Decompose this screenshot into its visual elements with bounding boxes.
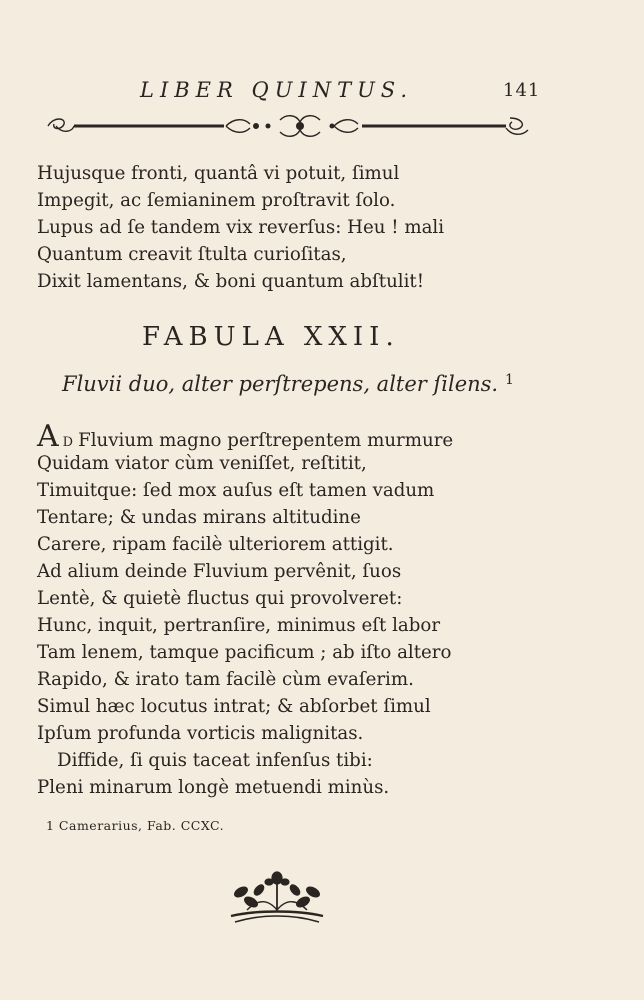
verse-line: Hunc, inquit, pertranſire, minimus eſt labor [37, 615, 441, 636]
verse-line: Quantum creavit ſtulta curioſitas, [37, 244, 347, 265]
verse-line: Ad alium deinde Fluvium pervênit, ſuos [37, 561, 402, 582]
scroll-rule-ornament-icon [44, 114, 532, 138]
verse-line-rest: Fluvium magno perſtrepentem murmure [78, 430, 454, 451]
small-cap: D [62, 435, 75, 450]
footnote-marker: 1 [505, 372, 514, 388]
page-number: 141 [503, 80, 541, 101]
verse-line: Quidam viator cùm veniſſet, reſtitit, [37, 453, 367, 474]
fable-title: FABULA XXII. [142, 322, 400, 352]
first-verse-line [37, 419, 454, 454]
verse-line: Carere, ripam facilè ulteriorem attigit. [37, 534, 394, 555]
verse-line: Rapido, & irato tam facilè cùm evaſerim. [37, 669, 414, 690]
footnote: 1 Camerarius, Fab. CCXC. [46, 818, 225, 833]
verse-line: Lupus ad ſe tandem vix reverſus: Heu ! mali [37, 217, 445, 238]
verse-line: Timuitque: ſed mox auſus eſt tamen vadum [37, 480, 435, 501]
moral-line: Pleni minarum longè metuendi minùs. [37, 777, 390, 798]
moral-line: Diffide, ſi quis taceat infenſus tibi: [57, 750, 373, 771]
drop-cap: A [37, 419, 59, 454]
running-title: LIBER QUINTUS. [140, 78, 414, 102]
fable-verses [37, 419, 454, 801]
verse-line: Tentare; & undas mirans altitudine [37, 507, 361, 528]
verse-line: Impegit, ac ſemianinem proſtravit ſolo. [37, 190, 396, 211]
verse-line: Simul hæc locutus intrat; & abſorbet ſimul [37, 696, 431, 717]
verse-line: Tam lenem, tamque pacificum ; ab iſto altero [37, 642, 452, 663]
fable-subtitle: Fluvii duo, alter perſtrepens, alter ſilens. [62, 372, 499, 396]
preceding-fable-ending [37, 160, 444, 295]
verse-line: Ipſum profunda vorticis malignitas. [37, 723, 364, 744]
verse-line: Lentè, & quietè fluctus qui provolveret: [37, 588, 403, 609]
verse-line: Hujusque fronti, quantâ vi potuit, ſimul [37, 163, 400, 184]
verse-line: Dixit lamentans, & boni quantum abſtulit! [37, 271, 425, 292]
foliage-vignette-icon [227, 870, 327, 930]
